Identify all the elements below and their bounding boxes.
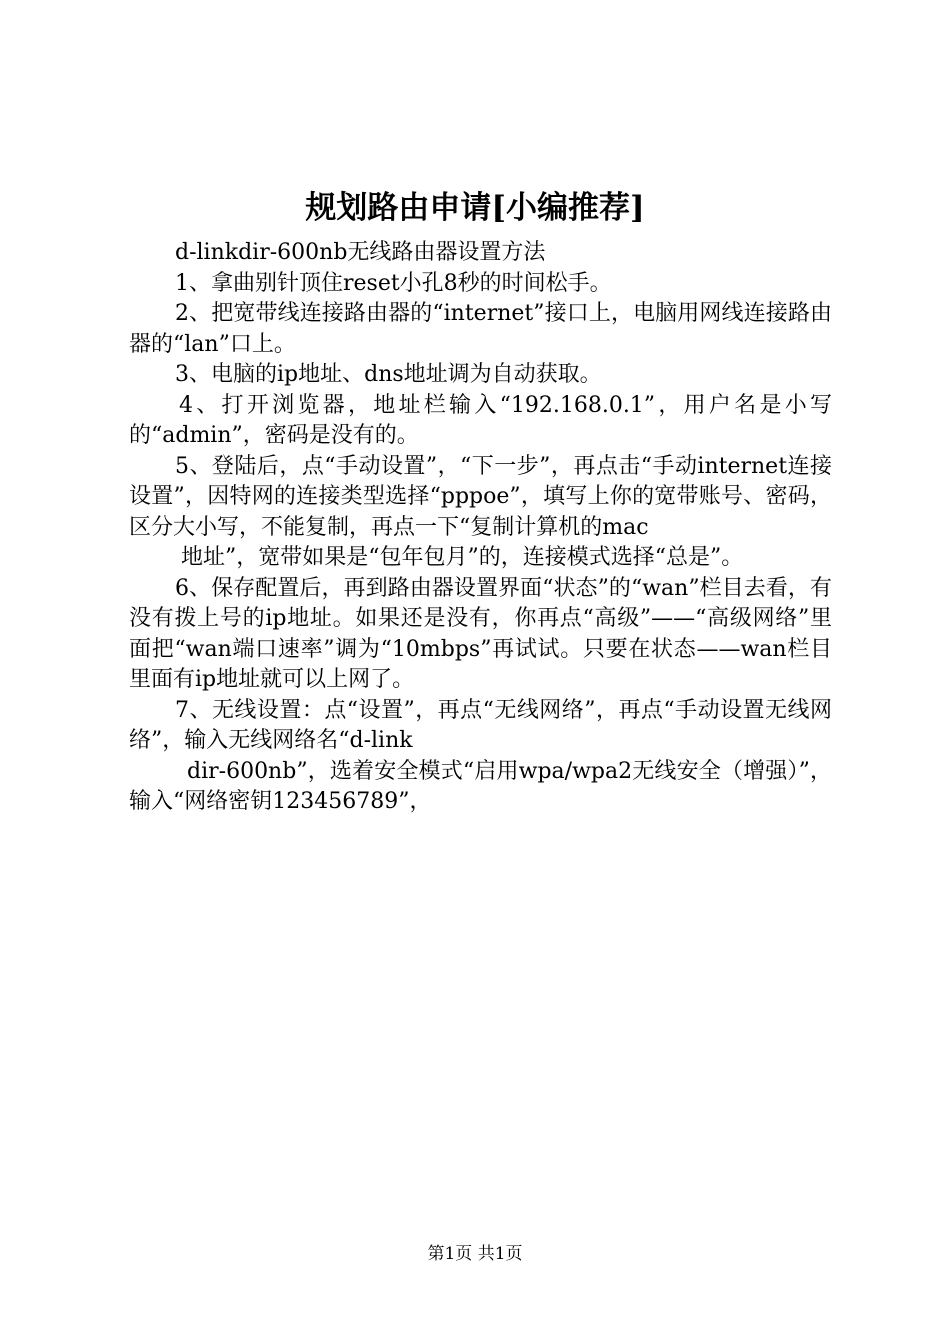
- paragraph-step-6: 6、保存配置后，再到路由器设置界面“状态”的“wan”栏目去看，有没有拨上号的ip地址。如果还是没有，你再点“高级”——“高级网络”里面把“wan端口速率”调为“10mbps”再试试。只要在状态——wan栏目里面有ip地址就可以上网了。: [129, 575, 832, 692]
- paragraph-step-4: 4、打开浏览器，地址栏输入“192.168.0.1”，用户名是小写的“admin”，密码是没有的。: [129, 392, 832, 448]
- paragraph-step-7-continued: dir-600nb”，选着安全模式“启用wpa/wpa2无线安全（增强）”，输入“网络密钥123456789”，: [129, 758, 832, 814]
- paragraph-step-2: 2、把宽带线连接路由器的“internet”接口上，电脑用网线连接路由器的“lan”口上。: [129, 301, 832, 357]
- document-body: [129, 238, 832, 818]
- paragraph-step-7: 7、无线设置：点“设置”，再点“无线网络”，再点“手动设置无线网络”，输入无线网络名“d-link: [129, 697, 832, 753]
- document-title: 规划路由申请[小编推荐]: [305, 190, 645, 226]
- paragraph-step-5: 5、登陆后，点“手动设置”，“下一步”，再点击“手动internet连接设置”，因特网的连接类型选择“pppoe”，填写上你的宽带账号、密码，区分大小写，不能复制，再点一下“复制计算机的mac: [129, 453, 832, 540]
- paragraph-step-3: 3、电脑的ip地址、dns地址调为自动获取。: [175, 362, 602, 387]
- paragraph-step-5-continued: 地址”，宽带如果是“包年包月”的，连接模式选择“总是”。: [181, 545, 744, 570]
- paragraph-heading: d-linkdir-600nb无线路由器设置方法: [175, 240, 546, 265]
- paragraph-step-1: 1、拿曲别针顶住reset小孔8秒的时间松手。: [175, 270, 612, 296]
- page-footer: 第1页 共1页: [427, 1244, 523, 1264]
